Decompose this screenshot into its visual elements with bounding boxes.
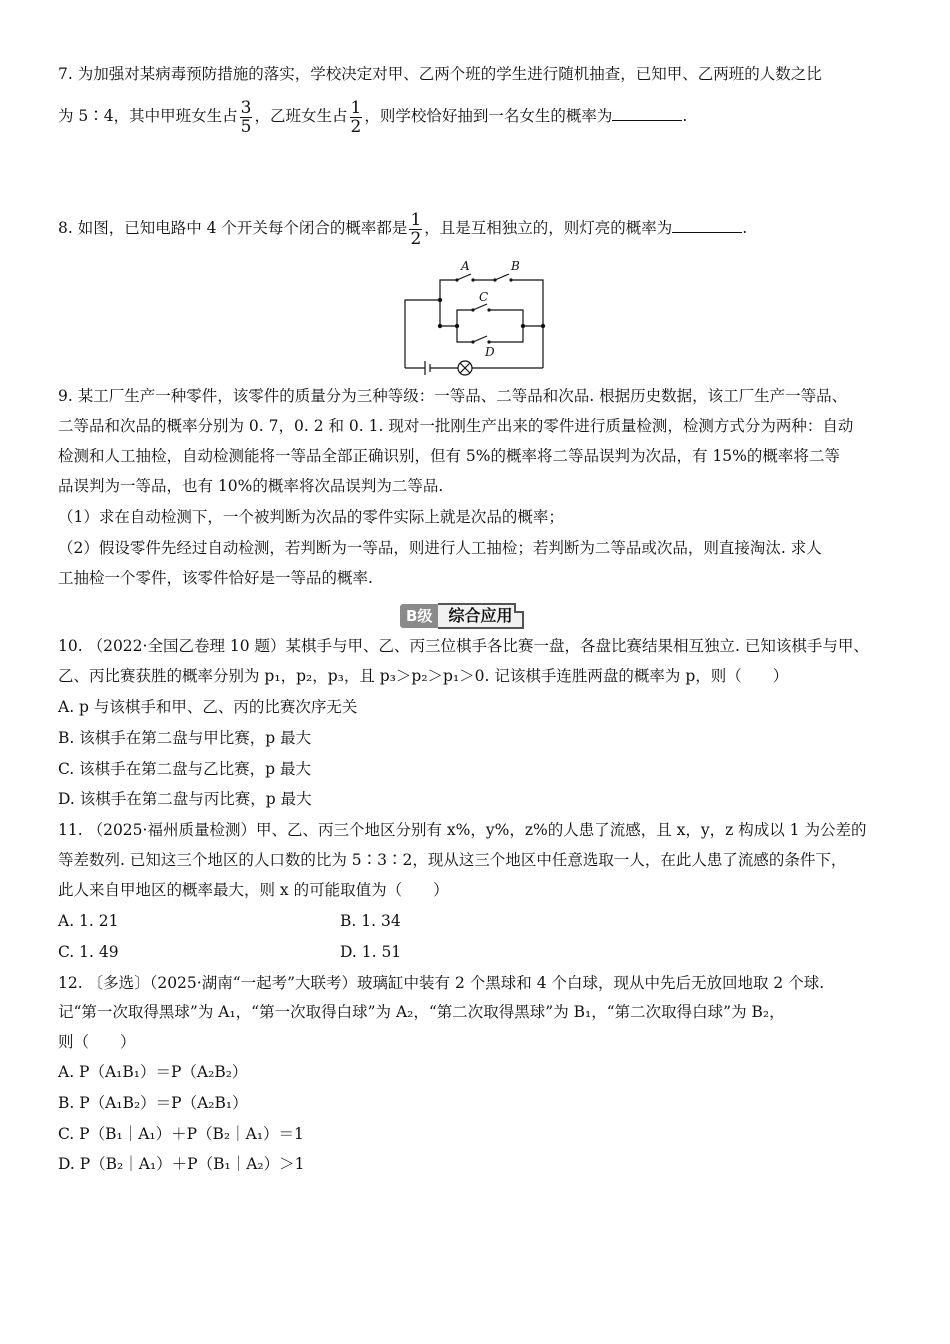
q12-line1: 12. 〔多选〕（2025·湖南“一起考”大联考）玻璃缸中装有 2 个黑球和 4 个白球，现从中先后无放回地取 2 个球. [58,974,825,992]
q10-line2: 乙、丙比赛获胜的概率分别为 p₁，p₂，p₃，且 p₃＞p₂＞p₁＞0. 记该棋手连胜两盘的概率为 p，则（ ） [58,667,789,685]
switch-label-b: B [511,259,520,273]
q10-option-d: D. 该棋手在第二盘与丙比赛，p 最大 [58,790,312,808]
q7-fraction-1-2: $\frac{1}{2}$ [350,97,362,137]
q11-line3: 此人来自甲地区的概率最大，则 x 的可能取值为（ ） [58,881,449,899]
q9-line3: 检测和人工抽检，自动检测能将一等品全部正确识别，但有 5%的概率将二等品误判为次品，有 15%的概率将二等 [58,447,840,465]
q9-part2: （2）假设零件先经过自动检测，若判断为一等品，则进行人工抽检；若判断为二等品或次品，则直接淘汰. 求人 [58,539,822,557]
q11-line1: 11. （2025·福州质量检测）甲、乙、丙三个地区分别有 x%，y%，z%的人患了流感，且 x，y，z 构成以 1 为公差的 [58,821,867,839]
q8-period: . [742,219,748,237]
banner-level: B级 [400,604,438,628]
switch-label-d: D [485,345,495,359]
switch-label-a: A [461,259,470,273]
q12-line2: 记“第一次取得黑球”为 A₁，“第一次取得白球”为 A₂，“第二次取得黑球”为 B₁，“第二次取得白球”为 B₂， [58,1003,785,1021]
q11-option-b: B. 1. 34 [340,912,401,930]
q7-text-b: ，乙班女生占 [254,107,348,125]
q8-answer-blank [672,218,742,233]
q8-fraction-1-2: $\frac{1}{2}$ [410,209,422,249]
q12-option-b: B. P（A₁B₂）＝P（A₂B₁） [58,1094,248,1112]
section-banner [400,602,524,630]
circuit-diagram [395,256,555,380]
q9-part1: （1）求在自动检测下，一个被判断为次品的零件实际上就是次品的概率； [58,508,564,526]
switch-label-c: C [479,290,489,304]
q12-option-a: A. P（A₁B₁）＝P（A₂B₂） [58,1063,248,1081]
q10-option-c: C. 该棋手在第二盘与乙比赛，p 最大 [58,760,312,778]
q12-option-d: D. P（B₂｜A₁）＋P（B₁｜A₂）＞1 [58,1155,305,1173]
q7-answer-blank [612,106,682,121]
q11-option-c: C. 1. 49 [58,943,119,961]
q11-option-d: D. 1. 51 [340,943,402,961]
q12-option-c: C. P（B₁｜A₁）＋P（B₂｜A₁）＝1 [58,1125,304,1143]
q7-line1: 7. 为加强对某病毒预防措施的落实，学校决定对甲、乙两个班的学生进行随机抽查，已知甲、乙两班的人数之比 [58,65,822,83]
q8-text-a: 8. 如图，已知电路中 4 个开关每个闭合的概率都是 [58,219,408,237]
q7-period: . [682,107,688,125]
q8-text-b: ，且是互相独立的，则灯亮的概率为 [424,219,673,237]
q7-line2 [58,96,687,136]
q9-line1: 9. 某工厂生产一种零件，该零件的质量分为三种等级：一等品、二等品和次品. 根据历史数据，该工厂生产一等品、 [58,387,848,405]
q10-option-a: A. p 与该棋手和甲、乙、丙的比赛次序无关 [58,698,358,716]
q9-line2: 二等品和次品的概率分别为 0. 7，0. 2 和 0. 1. 现对一批刚生产出来的零件进行质量检测，检测方式分为两种：自动 [58,417,854,435]
q9-part2-cont: 工抽检一个零件，该零件恰好是一等品的概率. [58,569,373,587]
q12-line3: 则（ ） [58,1033,136,1051]
q9-line4: 品误判为一等品，也有 10%的概率将次品误判为二等品. [58,477,444,495]
q8-line [58,208,747,248]
q7-text-c: ，则学校恰好抽到一名女生的概率为 [364,107,613,125]
q11-line2: 等差数列. 已知这三个地区的人口数的比为 5∶3∶2，现从这三个地区中任意选取一人，在此人患了流感的条件下， [58,851,847,869]
q10-line1: 10. （2022·全国乙卷理 10 题）某棋手与甲、乙、丙三位棋手各比赛一盘，各盘比赛结果相互独立. 已知该棋手与甲、 [58,637,869,655]
q10-option-b: B. 该棋手在第二盘与甲比赛，p 最大 [58,729,312,747]
q7-fraction-3-5: $\frac{3}{5}$ [240,97,252,137]
q11-option-a: A. 1. 21 [58,912,119,930]
q7-text-a: 为 5∶4，其中甲班女生占 [58,107,238,125]
banner-title: 综合应用 [438,603,524,629]
